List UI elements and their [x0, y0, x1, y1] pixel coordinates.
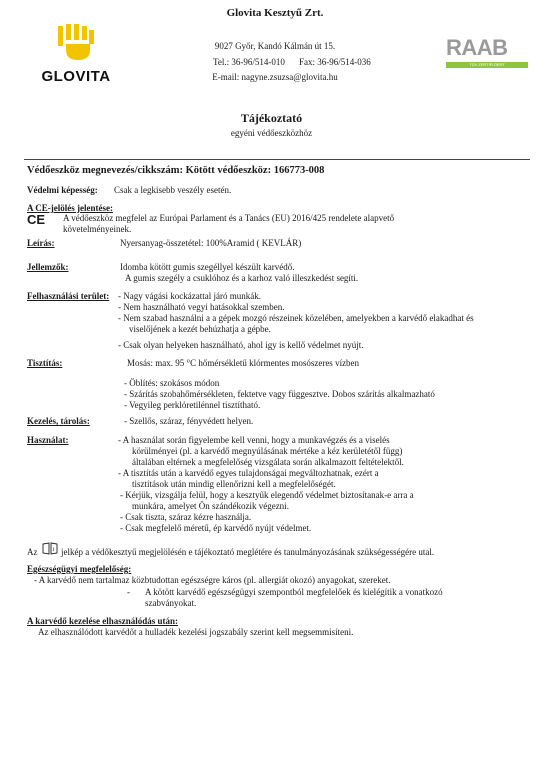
protection-label: Védelmi képesség: [27, 185, 98, 195]
cleaning-item-1: - Öblítés: szokásos módon [124, 378, 220, 388]
company-name: Glovita Kesztyű Zrt. [226, 7, 324, 19]
use-line-8: - Csak tiszta, száraz kézre használja. [120, 512, 252, 522]
storage-label: Kezelés, tárolás: [27, 416, 90, 426]
book-icon [42, 541, 58, 555]
usage-area-item-4: - Csak olyan helyeken használható, ahol igy is kellő védelmet nyújt. [118, 340, 364, 350]
glovita-logo-text: GLOVITA [41, 68, 111, 85]
divider [24, 159, 530, 160]
ce-line-1: A védőeszköz megfelel az Európai Parlament és a Tanács (EU) 2016/425 rendelete alapvető [63, 213, 395, 223]
company-address: 9027 Győr, Kandó Kálmán út 15. [214, 41, 336, 51]
use-label: Használat: [27, 435, 69, 445]
cleaning-item-2: - Szárítás szobahőmérsékleten, fektetve vagy függesztve. Dobos szárítás alkalmazható [124, 389, 435, 399]
waste-label: A karvédő kezelése elhasználódás után: [27, 616, 179, 626]
page-title: Tájékoztató [240, 111, 303, 125]
raab-logo [446, 36, 530, 76]
health-dash: - [127, 587, 130, 597]
health-line-2: A kötött karvédő egészségügyi szempontból megfelelőek és kielégítik a vonatkozó [145, 587, 443, 597]
use-line-7: munkára, amelyet Ön szándékozik végezni. [132, 501, 289, 511]
usage-area-item-1: - Nagy vágási kockázattal járó munkák. [118, 291, 261, 301]
use-line-3: általában eltérnek a megfelelőség vizsgálata során alkalmazott feltételektől. [132, 457, 404, 467]
usage-area-item-3: - Nem szabad használni a a gépek mozgó részeinek közelében, amelyekben a karvédő elakadhat és [118, 313, 474, 323]
use-line-2: körülményei (pl. a karvédő megnyúlásának mértéke a kéz kerületétől függ) [132, 446, 403, 456]
description-label: Leírás: [27, 238, 55, 248]
usage-area-item-3-cont: viselőjének a kezét behúzhatja a gépbe. [129, 324, 271, 334]
waste-value: Az elhasználódott karvédőt a hulladék kezelési jogszabály szerint kell megsemmisíteni. [38, 627, 354, 637]
health-line-1: - A karvédő nem tartalmaz közbtudottan egészségre káros (pl. allergiát okozó) anyagokat, szereket. [34, 575, 391, 585]
use-line-1: - A használat során figyelembe kell venni, hogy a munkavégzés és a viselés [118, 435, 390, 445]
usage-area-item-2: - Nem használható vegyi hatásokkal szemben. [118, 302, 285, 312]
usage-area-label: Felhasználási terület: [27, 291, 110, 301]
features-line-1: Idomba kötött gumis szegéllyel készült karvédő. [120, 262, 295, 272]
manual-note-prefix: Az [27, 547, 38, 557]
company-email: E-mail: nagyne.zsuzsa@glovita.hu [212, 72, 338, 82]
description-value: Nyersanyag-összetétel: 100%Aramid ( KEVLÁR) [120, 238, 302, 248]
raab-logo-text: RAAB [446, 35, 508, 60]
raab-logo-subtext: TÜV ZERTIFIZIERT [446, 62, 528, 68]
health-line-3: szabványokat. [145, 598, 197, 608]
glovita-glove-icon [54, 22, 98, 64]
company-fax: Fax: 36-96/514-036 [299, 57, 371, 67]
ce-mark-icon: CE [27, 212, 46, 227]
cleaning-label: Tisztítás: [27, 358, 63, 368]
features-label: Jellemzők: [27, 262, 69, 272]
ce-label: A CE-jelölés jelentése: [27, 203, 113, 213]
health-label: Egészségügyi megfelelőség: [27, 564, 132, 574]
storage-value: - Szellős, száraz, fényvédett helyen. [124, 416, 254, 426]
product-line: Védőeszköz megnevezés/cikkszám: Kötött védőeszköz: 166773-008 [27, 165, 325, 176]
cleaning-wash: Mosás: max. 95 °C hőmérsékletű klórmentes mosószeres vízben [127, 358, 360, 368]
use-line-6: - Kérjük, vizsgálja felül, hogy a kesztyűk elegendő védelmet biztosítanak-e arra a [120, 490, 414, 500]
company-tel: Tel.: 36-96/514-010 [213, 57, 285, 67]
features-line-2: A gumis szegély a csuklóhoz és a karhoz való illeszkedést segíti. [125, 273, 359, 283]
use-line-4: - A tisztítás után a karvédő egyes tulajdonságai megváltozhatnak, ezért a [118, 468, 379, 478]
svg-text:i: i [52, 547, 55, 553]
cleaning-item-3: - Vegyileg perklóretilénnel tisztítható. [124, 400, 261, 410]
glovita-logo [36, 22, 116, 94]
manual-note-text: jelkép a védőkesztyű megjelölésén e tájékoztató meglétére és tanulmányozásának szükségességére utal. [61, 547, 435, 557]
page-subtitle: egyéni védőeszközhöz [230, 128, 313, 138]
use-line-5: tisztítások után mindig ellenőrizni kell a megfelelőségét. [132, 479, 336, 489]
protection-value: Csak a legkisebb veszély esetén. [114, 185, 232, 195]
use-line-9: - Csak megfelelő méretű, ép karvédő nyújt védelmet. [120, 523, 312, 533]
ce-line-2: követelményeinek. [63, 224, 132, 234]
